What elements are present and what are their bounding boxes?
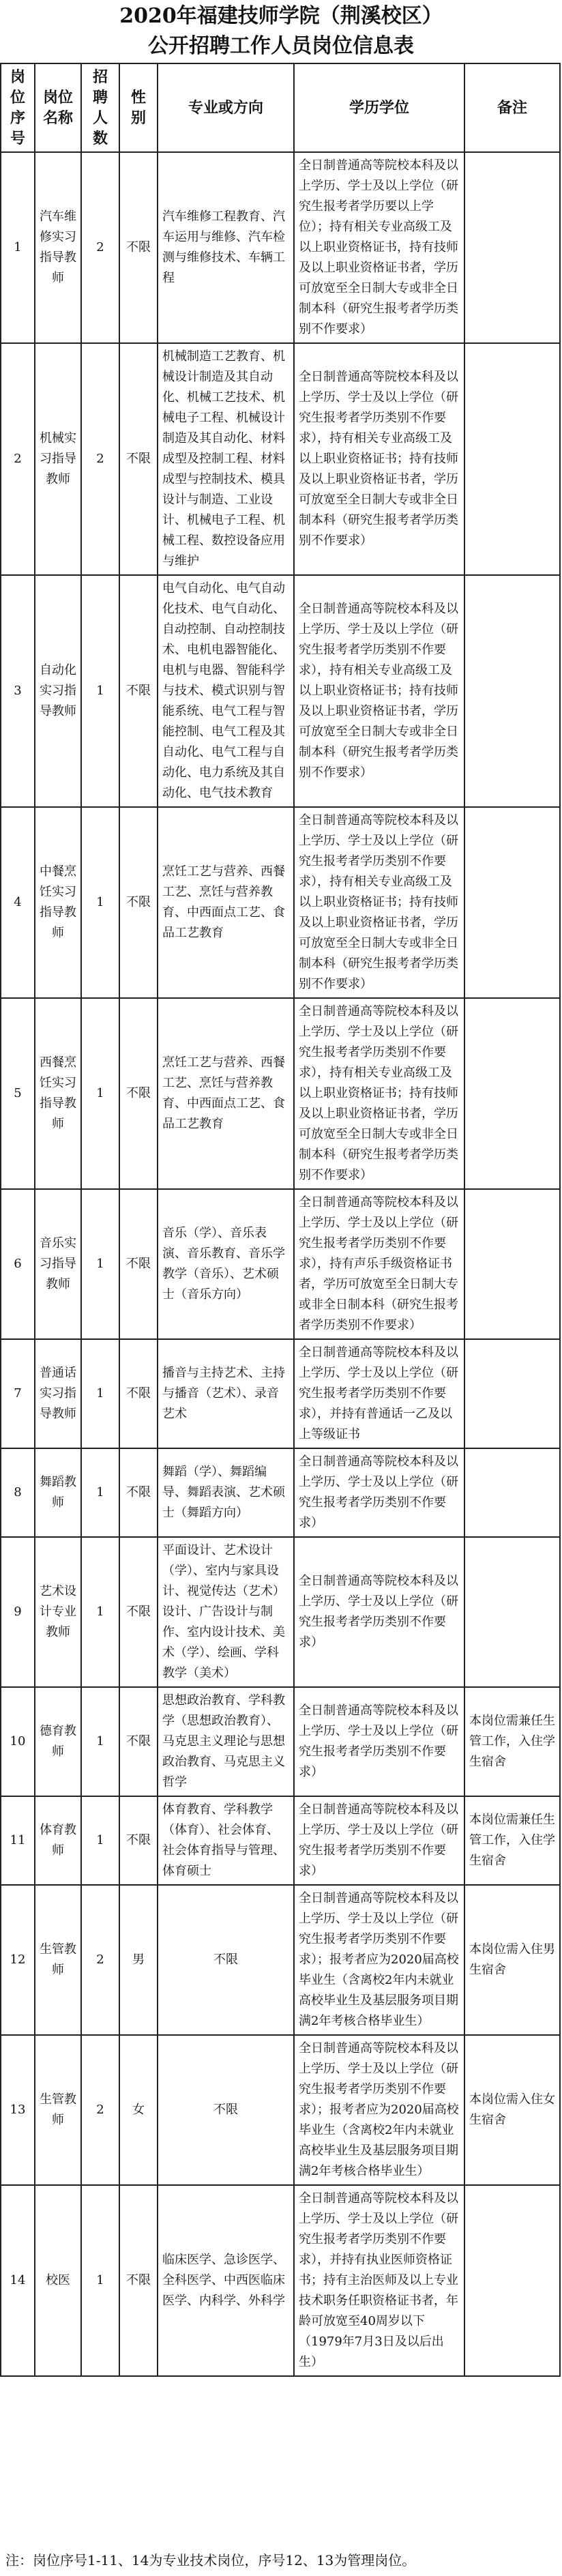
row-name: 普通话实习指导教师 — [35, 1339, 81, 1448]
row-gender: 不限 — [119, 1448, 158, 1537]
row-note — [464, 2185, 560, 2376]
row-edu: 全日制普通高等院校本科及以上学历、学士及以上学位（研究生报考者学历类别不作要求），持有声乐手级资格证书者，学历可放宽至全日制大专或非全日制本科（研究生报考者学历类别不作要求） — [294, 1189, 464, 1339]
table-row — [1, 807, 560, 998]
header-major: 专业或方向 — [158, 63, 294, 152]
row-edu: 全日制普通高等院校本科及以上学历、学士及以上学位（研究生报考者学历类别不作要求），持有相关专业高级工及以上职业资格证书；持有技师及以上职业资格证书者，学历可放宽至全日制大专或非全日制本科（研究生报考者学历类别不作要求） — [294, 343, 464, 575]
table-row — [1, 575, 560, 807]
table-row — [1, 2035, 560, 2185]
row-name: 音乐实习指导教师 — [35, 1189, 81, 1339]
row-note — [464, 998, 560, 1189]
row-name: 自动化实习指导教师 — [35, 575, 81, 807]
row-edu: 全日制普通高等院校本科及以上学历、学士及以上学位（研究生报考者学历类别不作要求），持有相关专业高级工及以上职业资格证书；持有技师及以上职业资格证书者，学历可放宽至全日制大专或非全日制本科（研究生报考者学历类别不作要求） — [294, 807, 464, 998]
positions-table — [0, 63, 561, 2377]
row-gender: 不限 — [119, 152, 158, 343]
row-seq: 8 — [1, 1448, 35, 1537]
table-row — [1, 152, 560, 343]
row-count: 2 — [81, 1885, 119, 2035]
row-major: 音乐（学）、音乐表演、音乐教育、音乐学教学（音乐）、艺术硕士（音乐方向） — [158, 1189, 294, 1339]
row-major: 烹饪工艺与营养、西餐工艺、烹饪与营养教育、中西面点工艺、食品工艺教育 — [158, 807, 294, 998]
row-note: 本岗位需入住女生宿舍 — [464, 2035, 560, 2185]
row-major: 烹饪工艺与营养、西餐工艺、烹饪与营养教育、中西面点工艺、食品工艺教育 — [158, 998, 294, 1189]
row-name: 体育教师 — [35, 1796, 81, 1885]
table-row — [1, 1885, 560, 2035]
row-count: 1 — [81, 1796, 119, 1885]
footer-note: 注：岗位序号1-11、14为专业技术岗位，序号12、13为管理岗位。 — [5, 2552, 416, 2568]
row-edu: 全日制普通高等院校本科及以上学历、学士及以上学位（研究生报考者学历类别不作要求） — [294, 1537, 464, 1687]
row-count: 1 — [81, 1339, 119, 1448]
row-note — [464, 1537, 560, 1687]
table-row — [1, 1687, 560, 1796]
row-edu: 全日制普通高等院校本科及以上学历、学士及以上学位（研究生报考者学历类别不作要求） — [294, 1448, 464, 1537]
row-count: 2 — [81, 152, 119, 343]
row-gender: 不限 — [119, 1189, 158, 1339]
row-seq: 7 — [1, 1339, 35, 1448]
row-seq: 14 — [1, 2185, 35, 2376]
table-row — [1, 1189, 560, 1339]
row-count: 1 — [81, 807, 119, 998]
row-name: 生管教师 — [35, 1885, 81, 2035]
row-name: 中餐烹饪实习指导教师 — [35, 807, 81, 998]
row-major: 舞蹈（学）、舞蹈编导、舞蹈表演、艺术硕士（舞蹈方向） — [158, 1448, 294, 1537]
row-note: 本岗位需兼任生管工作，入住学生宿舍 — [464, 1796, 560, 1885]
row-count: 1 — [81, 1537, 119, 1687]
row-count: 1 — [81, 575, 119, 807]
row-count: 1 — [81, 1687, 119, 1796]
row-gender: 不限 — [119, 807, 158, 998]
row-note — [464, 1448, 560, 1537]
row-edu: 全日制普通高等院校本科及以上学历、学士及以上学位（研究生报考者学历类别不作要求） — [294, 1796, 464, 1885]
row-seq: 11 — [1, 1796, 35, 1885]
row-gender: 不限 — [119, 1339, 158, 1448]
row-edu: 全日制普通高等院校本科及以上学历、学士及以上学位（研究生报考者学历要以上学位）；持有相关专业高级工及以上职业资格证书，持有技师及以上职业资格证书者，学历可放宽至全日制大专或非全日制本科（研究生报考者学历类别不作要求） — [294, 152, 464, 343]
row-note — [464, 807, 560, 998]
table-row — [1, 2185, 560, 2376]
row-gender: 不限 — [119, 1687, 158, 1796]
row-gender: 不限 — [119, 1537, 158, 1687]
row-note: 本岗位需兼任生管工作，入住学生宿舍 — [464, 1687, 560, 1796]
row-major: 汽车维修工程教育、汽车运用与维修、汽车检测与维修技术、车辆工程 — [158, 152, 294, 343]
table-row — [1, 1448, 560, 1537]
row-gender: 不限 — [119, 998, 158, 1189]
header-count: 招聘人数 — [81, 63, 119, 152]
row-note — [464, 575, 560, 807]
row-major: 平面设计、艺术设计（学）、室内与家具设计、视觉传达（艺术）设计、广告设计与制作、室内设计技术、美术（学）、绘画、学科教学（美术） — [158, 1537, 294, 1687]
row-gender: 不限 — [119, 2185, 158, 2376]
row-count: 1 — [81, 1189, 119, 1339]
row-edu: 全日制普通高等院校本科及以上学历、学士及以上学位（研究生报考者学历类别不作要求），持有相关专业高级工及以上职业资格证书；持有技师及以上职业资格证书者，学历可放宽至全日制大专或非全日制本科（研究生报考者学历类别不作要求） — [294, 575, 464, 807]
table-row — [1, 343, 560, 575]
row-edu: 全日制普通高等院校本科及以上学历、学士及以上学位（研究生报考者学历类别不作要求），持有相关专业高级工及以上职业资格证书；持有技师及以上职业资格证书者，学历可放宽至全日制大专或非全日制本科（研究生报考者学历类别不作要求） — [294, 998, 464, 1189]
row-edu: 全日制普通高等院校本科及以上学历、学士及以上学位（研究生报考者学历类别不作要求）；报考者应为2020届高校毕业生（含离校2年内未就业高校毕业生及基层服务项目期满2年考核合格毕业生） — [294, 2035, 464, 2185]
table-row — [1, 998, 560, 1189]
row-edu: 全日制普通高等院校本科及以上学历、学士及以上学位（研究生报考者学历类别不作要求） — [294, 1687, 464, 1796]
row-note: 本岗位需入住男生宿舍 — [464, 1885, 560, 2035]
row-major: 不限 — [158, 1885, 294, 2035]
row-seq: 13 — [1, 2035, 35, 2185]
row-major: 思想政治教育、学科教学（思想政治教育）、马克思主义理论与思想政治教育、马克思主义哲学 — [158, 1687, 294, 1796]
row-seq: 10 — [1, 1687, 35, 1796]
row-name: 西餐烹饪实习指导教师 — [35, 998, 81, 1189]
row-major: 临床医学、急诊医学、全科医学、中西医临床医学、内科学、外科学 — [158, 2185, 294, 2376]
table-header-row — [1, 63, 560, 152]
row-count: 2 — [81, 343, 119, 575]
header-note: 备注 — [464, 63, 560, 152]
table-row — [1, 1339, 560, 1448]
row-seq: 6 — [1, 1189, 35, 1339]
header-seq: 岗位序号 — [1, 63, 35, 152]
row-edu: 全日制普通高等院校本科及以上学历、学士及以上学位（研究生报考者学历类别不作要求），并持有执业医师资格证书；持有主治医师及以上专业技术职务任职资格证书者，年龄可放宽至40周岁以下（1979年7月3日及以后出生） — [294, 2185, 464, 2376]
row-count: 1 — [81, 2185, 119, 2376]
row-note — [464, 1339, 560, 1448]
row-name: 汽车维修实习指导教师 — [35, 152, 81, 343]
row-edu: 全日制普通高等院校本科及以上学历、学士及以上学位（研究生报考者学历类别不作要求），并持有普通话一乙及以上等级证书 — [294, 1339, 464, 1448]
row-count: 2 — [81, 2035, 119, 2185]
row-seq: 3 — [1, 575, 35, 807]
row-count: 1 — [81, 1448, 119, 1537]
row-gender: 女 — [119, 2035, 158, 2185]
header-name: 岗位名称 — [35, 63, 81, 152]
row-seq: 4 — [1, 807, 35, 998]
row-edu: 全日制普通高等院校本科及以上学历、学士及以上学位（研究生报考者学历类别不作要求）；报考者应为2020届高校毕业生（含离校2年内未就业高校毕业生及基层服务项目期满2年考核合格毕业生） — [294, 1885, 464, 2035]
row-gender: 不限 — [119, 575, 158, 807]
row-major: 播音与主持艺术、主持与播音（艺术）、录音艺术 — [158, 1339, 294, 1448]
row-name: 机械实习指导教师 — [35, 343, 81, 575]
document-title — [0, 0, 562, 61]
row-major: 机械制造工艺教育、机械设计制造及其自动化、机械工艺技术、机械电子工程、机械设计制造及其自动化、材料成型及控制工程、材料成型与控制技术、模具设计与制造、工业设计、机械电子工程、机械工程、数控设备应用与维护 — [158, 343, 294, 575]
row-note — [464, 152, 560, 343]
header-edu: 学历学位 — [294, 63, 464, 152]
row-name: 德育教师 — [35, 1687, 81, 1796]
row-gender: 男 — [119, 1885, 158, 2035]
header-gender: 性别 — [119, 63, 158, 152]
row-note — [464, 343, 560, 575]
table-row — [1, 1537, 560, 1687]
row-gender: 不限 — [119, 1796, 158, 1885]
row-count: 1 — [81, 998, 119, 1189]
row-gender: 不限 — [119, 343, 158, 575]
row-name: 校医 — [35, 2185, 81, 2376]
row-name: 舞蹈教师 — [35, 1448, 81, 1537]
row-seq: 1 — [1, 152, 35, 343]
row-name: 生管教师 — [35, 2035, 81, 2185]
row-major: 不限 — [158, 2035, 294, 2185]
row-major: 电气自动化、电气自动化技术、电气自动化、自动控制、自动控制技术、电机电器智能化、电机与电器、智能科学与技术、模式识别与智能系统、电气工程与智能控制、电气工程及其自动化、电气工程与自动化、电力系统及其自动化、电气技术教育 — [158, 575, 294, 807]
title-line-1: 2020年福建技师学院（荆溪校区） — [119, 4, 443, 28]
row-major: 体育教育、学科教学（体育）、社会体育、社会体育指导与管理、体育硕士 — [158, 1796, 294, 1885]
row-note — [464, 1189, 560, 1339]
row-seq: 12 — [1, 1885, 35, 2035]
row-name: 艺术设计专业教师 — [35, 1537, 81, 1687]
row-seq: 2 — [1, 343, 35, 575]
title-line-2: 公开招聘工作人员岗位信息表 — [148, 34, 414, 58]
row-seq: 9 — [1, 1537, 35, 1687]
row-seq: 5 — [1, 998, 35, 1189]
table-row — [1, 1796, 560, 1885]
